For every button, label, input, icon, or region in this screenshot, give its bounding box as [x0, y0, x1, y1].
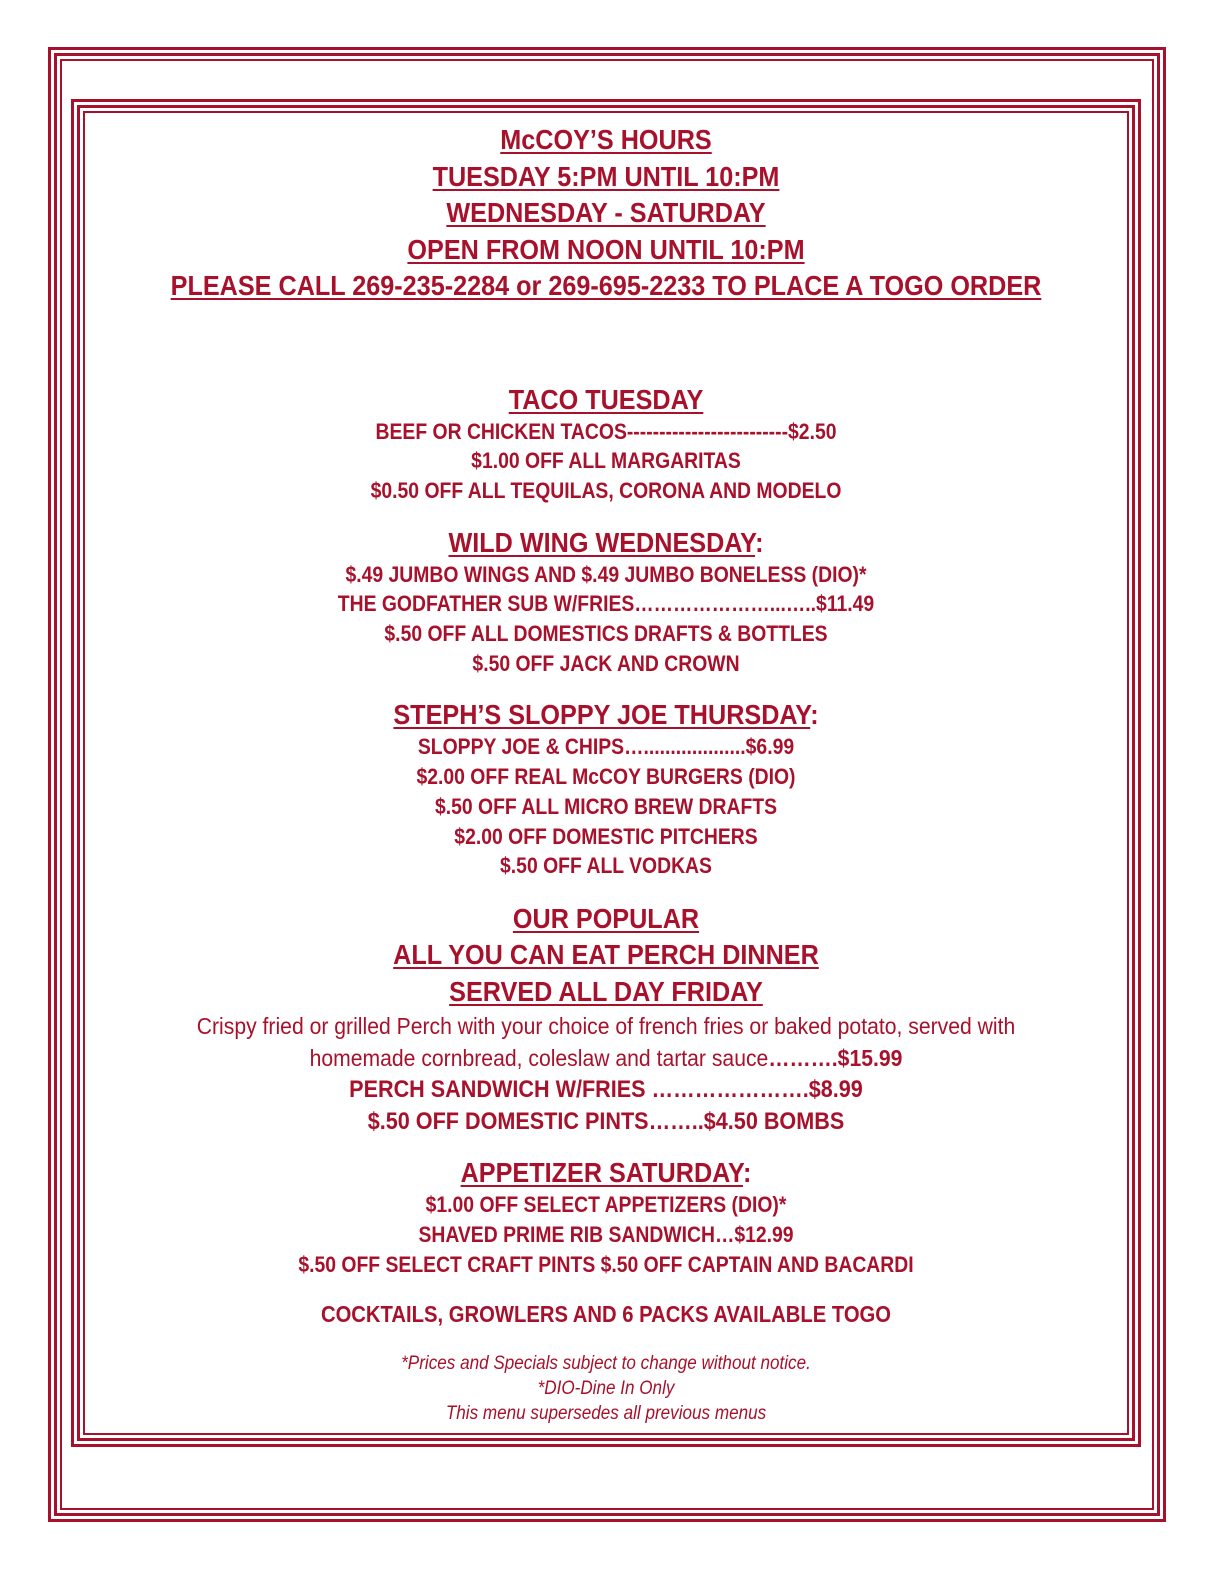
footnotes	[86, 1351, 1126, 1426]
list-item: $.50 OFF DOMESTIC PINTS……..$4.50 BOMBS	[367, 1108, 845, 1136]
list-item: $.50 OFF ALL VODKAS	[500, 853, 712, 879]
list-item: PERCH SANDWICH W/FRIES ………………….$8.99	[349, 1076, 863, 1104]
call-to-order: PLEASE CALL 269-235-2284 or 269-695-2233 TO PLACE A TOGO ORDER	[170, 270, 1042, 301]
title-colon: :	[810, 699, 819, 731]
list-item: $0.50 OFF ALL TEQUILAS, CORONA AND MODELO	[370, 477, 842, 503]
list-item: SHAVED PRIME RIB SANDWICH…$12.99	[418, 1222, 794, 1248]
sloppy-joe-thursday-title: STEPH’S SLOPPY JOE THURSDAY	[393, 699, 811, 731]
hours-title: McCOY’S HOURS	[500, 124, 712, 155]
hours-open: OPEN FROM NOON UNTIL 10:PM	[407, 233, 805, 265]
list-item: $.50 OFF SELECT CRAFT PINTS $.50 OFF CAPTAIN AND BACARDI	[298, 1251, 914, 1277]
list-item: $.49 JUMBO WINGS AND $.49 JUMBO BONELESS (DIO)*	[345, 561, 867, 587]
list-item: BEEF OR CHICKEN TACOS-------------------------$2.50	[375, 418, 837, 444]
perch-title-1: OUR POPULAR	[512, 902, 700, 934]
hours-header	[86, 122, 1126, 305]
title-colon: :	[742, 1157, 752, 1189]
sloppy-joe-thursday-section	[86, 698, 1126, 881]
list-item: $1.00 OFF ALL MARGARITAS	[471, 448, 741, 474]
perch-friday-section	[86, 901, 1126, 1139]
title-colon: :	[755, 526, 764, 558]
perch-description-2	[128, 1042, 1085, 1074]
list-item: THE GODFATHER SUB W/FRIES…………………...…..$11.49	[337, 591, 875, 617]
footnote: *DIO-Dine In Only	[537, 1378, 675, 1400]
list-item: $.50 OFF JACK AND CROWN	[472, 650, 740, 676]
menu-content	[86, 114, 1126, 1426]
perch-description-1: Crispy fried or grilled Perch with your choice of french fries or baked potato, served with	[196, 1013, 1016, 1040]
wild-wing-wednesday-title: WILD WING WEDNESDAY	[448, 526, 756, 558]
list-item: $.50 OFF ALL MICRO BREW DRAFTS	[434, 793, 778, 819]
perch-dinner-price: ……….$15.99	[768, 1045, 903, 1072]
list-item: $2.00 OFF REAL McCOY BURGERS (DIO)	[416, 764, 796, 790]
list-item: $.50 OFF ALL DOMESTICS DRAFTS & BOTTLES	[384, 621, 828, 647]
taco-tuesday-section	[86, 383, 1126, 506]
perch-title-3: SERVED ALL DAY FRIDAY	[449, 975, 763, 1007]
list-item: SLOPPY JOE & CHIPS…...................$6.99	[417, 734, 795, 760]
togo-note: COCKTAILS, GROWLERS AND 6 PACKS AVAILABLE TOGO	[320, 1300, 892, 1327]
hours-wed-sat: WEDNESDAY - SATURDAY	[446, 197, 766, 228]
list-item: $2.00 OFF DOMESTIC PITCHERS	[454, 823, 758, 849]
perch-description-text: homemade cornbread, coleslaw and tartar sauce	[309, 1045, 769, 1072]
hours-tuesday: TUESDAY 5:PM UNTIL 10:PM	[432, 160, 780, 192]
appetizer-saturday-section	[86, 1156, 1126, 1279]
taco-tuesday-title: TACO TUESDAY	[508, 383, 704, 415]
appetizer-saturday-title: APPETIZER SATURDAY	[460, 1157, 743, 1189]
list-item: $1.00 OFF SELECT APPETIZERS (DIO)*	[425, 1192, 787, 1218]
footnote: *Prices and Specials subject to change without notice.	[401, 1353, 811, 1375]
wild-wing-wednesday-section	[86, 526, 1126, 679]
perch-title-2: ALL YOU CAN EAT PERCH DINNER	[393, 939, 819, 971]
footnote: This menu supersedes all previous menus	[445, 1403, 767, 1425]
